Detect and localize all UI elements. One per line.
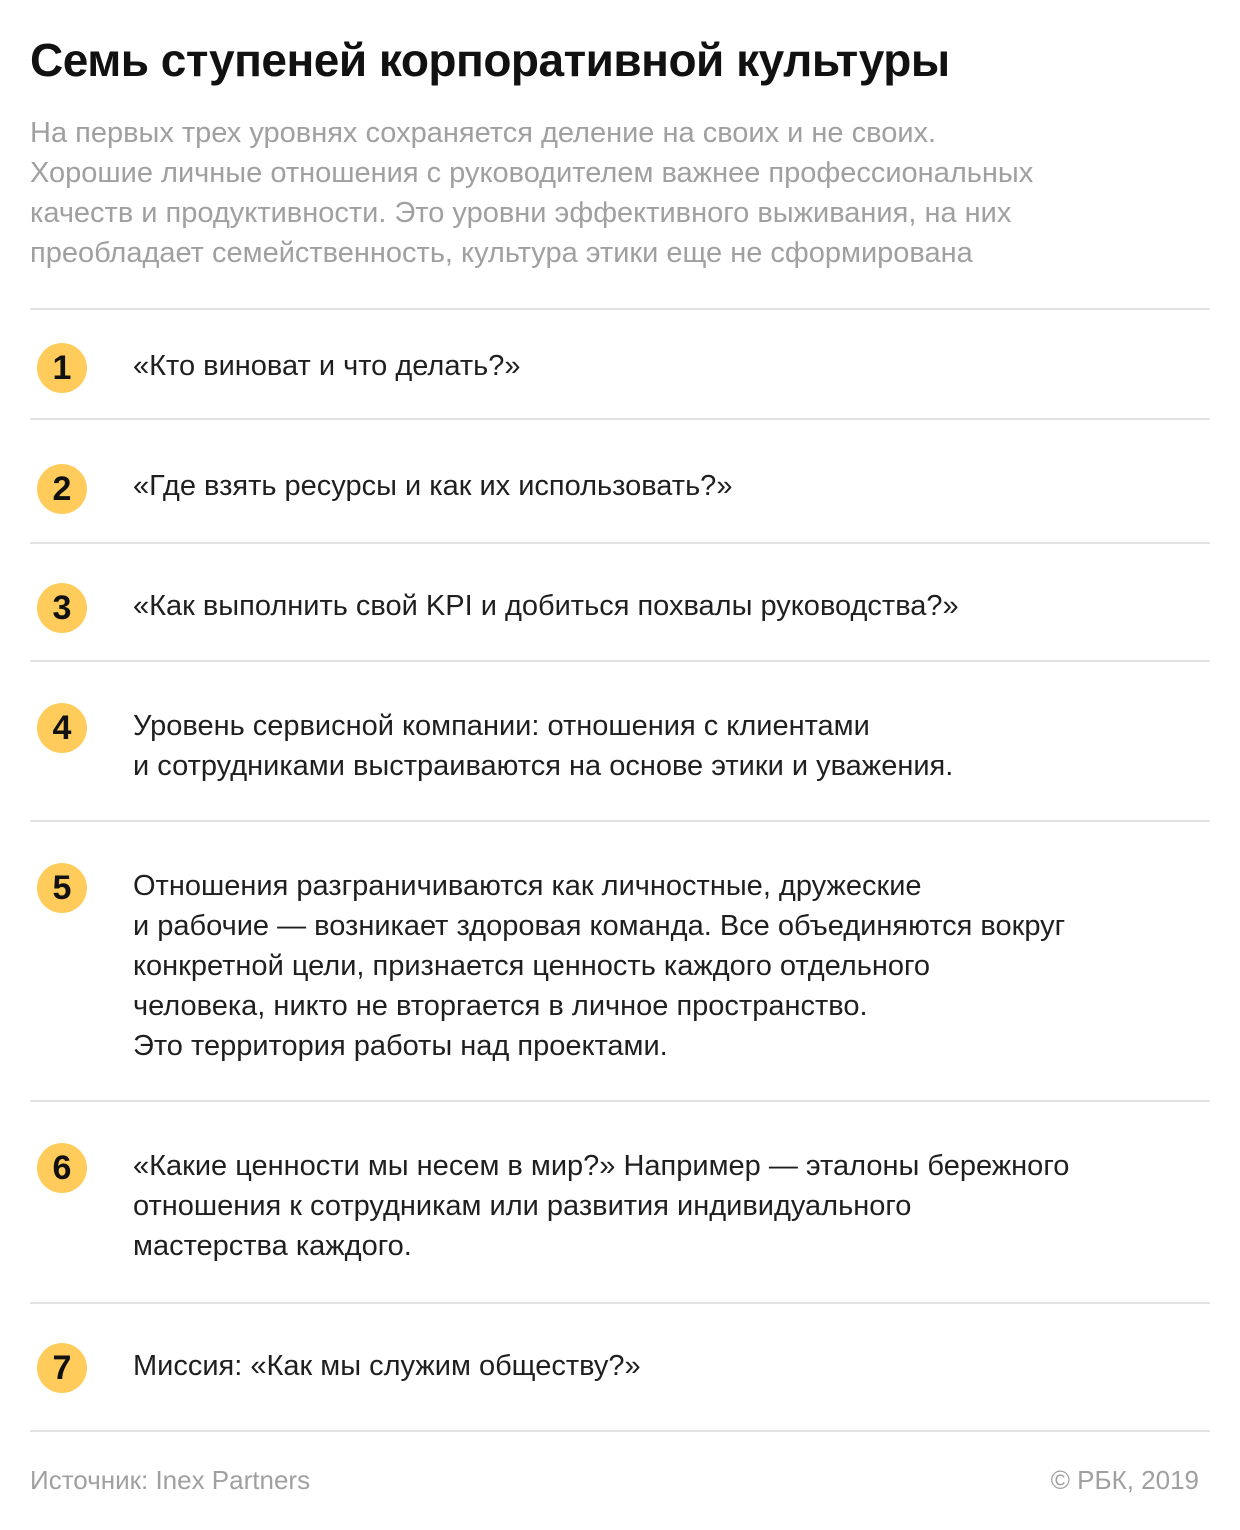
level-text: «Как выполнить свой KPI и добиться похвалы руководства?» [133, 590, 959, 622]
level-number-badge: 2 [37, 464, 87, 514]
level-number-badge: 4 [37, 703, 87, 753]
level-number-badge: 3 [37, 583, 87, 633]
source-note: Источник: Inex Partners [30, 1465, 311, 1495]
level-text: «Кто виноват и что делать?» [133, 350, 521, 382]
level-number-badge: 7 [37, 1343, 87, 1393]
level-text: Миссия: «Как мы служим обществу?» [133, 1350, 641, 1382]
level-number-badge: 5 [37, 863, 87, 913]
level-text: «Где взять ресурсы и как их использовать?» [133, 470, 733, 502]
copyright-note: © РБК, 2019 [1050, 1465, 1199, 1495]
divider [30, 418, 1210, 420]
level-text: «Какие ценности мы несем в мир?» Например — эталоны бережного отношения к сотрудникам или развития индивидуального мастерства каждого. [133, 1150, 1070, 1262]
level-text: Уровень сервисной компании: отношения с клиентами и сотрудниками выстраиваются на основе этики и уважения. [133, 710, 954, 782]
divider [30, 820, 1210, 822]
divider [30, 308, 1210, 310]
divider [30, 1302, 1210, 1304]
divider [30, 542, 1210, 544]
divider [30, 1100, 1210, 1102]
level-number-badge: 1 [37, 343, 87, 393]
divider [30, 660, 1210, 662]
page-subtitle: На первых трех уровнях сохраняется деление на своих и не своих. Хорошие личные отношения с руководителем важнее профессиональных качеств и продуктивности. Это уровни эффективного выживания, на них преобладает семейственность, культура этики еще не сформирована [30, 117, 1034, 269]
level-text: Отношения разграничиваются как личностные, дружеские и рабочие — возникает здоровая команда. Все объединяются вокруг конкретной цели, признается ценность каждого отдельного человека, никто не вторгается в личное пространство. Это территория работы над проектами. [133, 870, 1066, 1062]
level-number-badge: 6 [37, 1143, 87, 1193]
divider [30, 1430, 1210, 1432]
page-title: Семь ступеней корпоративной культуры [30, 34, 950, 86]
